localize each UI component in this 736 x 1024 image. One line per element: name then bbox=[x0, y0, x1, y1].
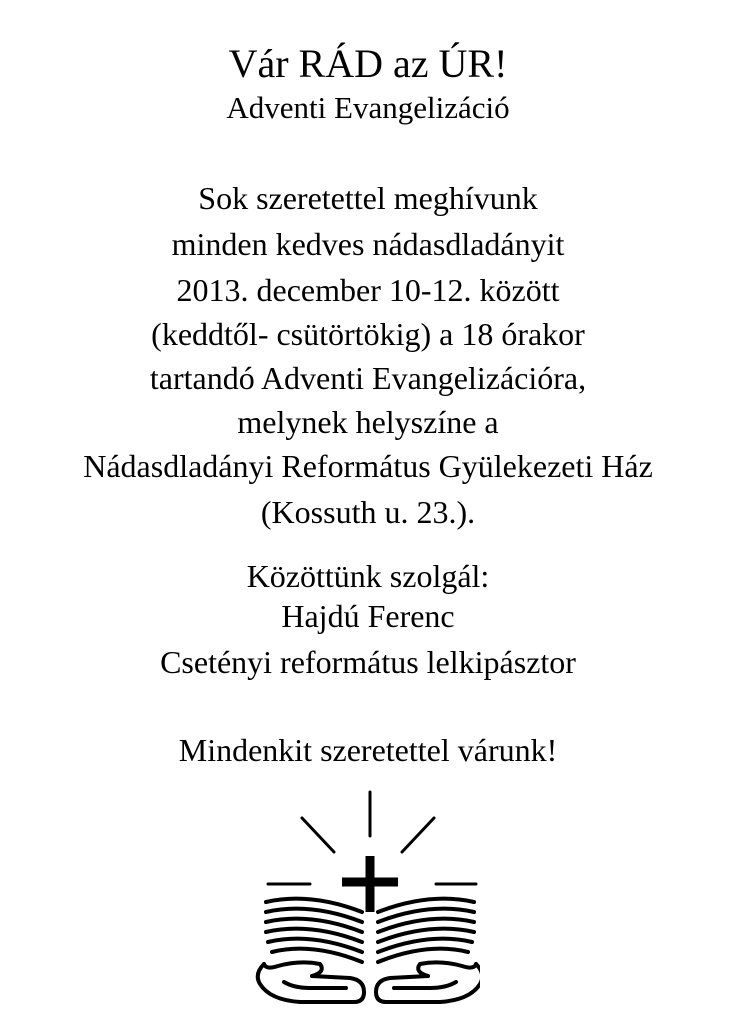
invitation-line-1: Sok szeretettel meghívunk bbox=[198, 180, 538, 216]
invitation-venue-line: Nádasdladányi Református Gyülekezeti Ház bbox=[83, 448, 653, 484]
invitation-time-line: (keddtől- csütörtökig) a 18 órakor bbox=[151, 316, 585, 352]
servant-heading: Közöttünk szolgál: bbox=[246, 558, 490, 594]
servant-role: Csetényi református lelkipásztor bbox=[160, 644, 576, 680]
page-subtitle: Adventi Evangelizáció bbox=[226, 90, 510, 125]
invitation-date-line: 2013. december 10-12. között bbox=[176, 272, 560, 308]
invitation-line-5: tartandó Adventi Evangelizációra, bbox=[149, 360, 587, 396]
servant-name: Hajdú Ferenc bbox=[281, 598, 455, 634]
invitation-line-2: minden kedves nádasdladányit bbox=[171, 226, 565, 262]
invitation-address-line: (Kossuth u. 23.). bbox=[260, 494, 476, 530]
invitation-line-6: melynek helyszíne a bbox=[237, 404, 499, 440]
cross-bible-hands-icon bbox=[250, 788, 480, 1018]
page-title: Vár RÁD az ÚR! bbox=[228, 41, 508, 86]
closing-line: Mindenkit szeretettel várunk! bbox=[178, 732, 558, 768]
